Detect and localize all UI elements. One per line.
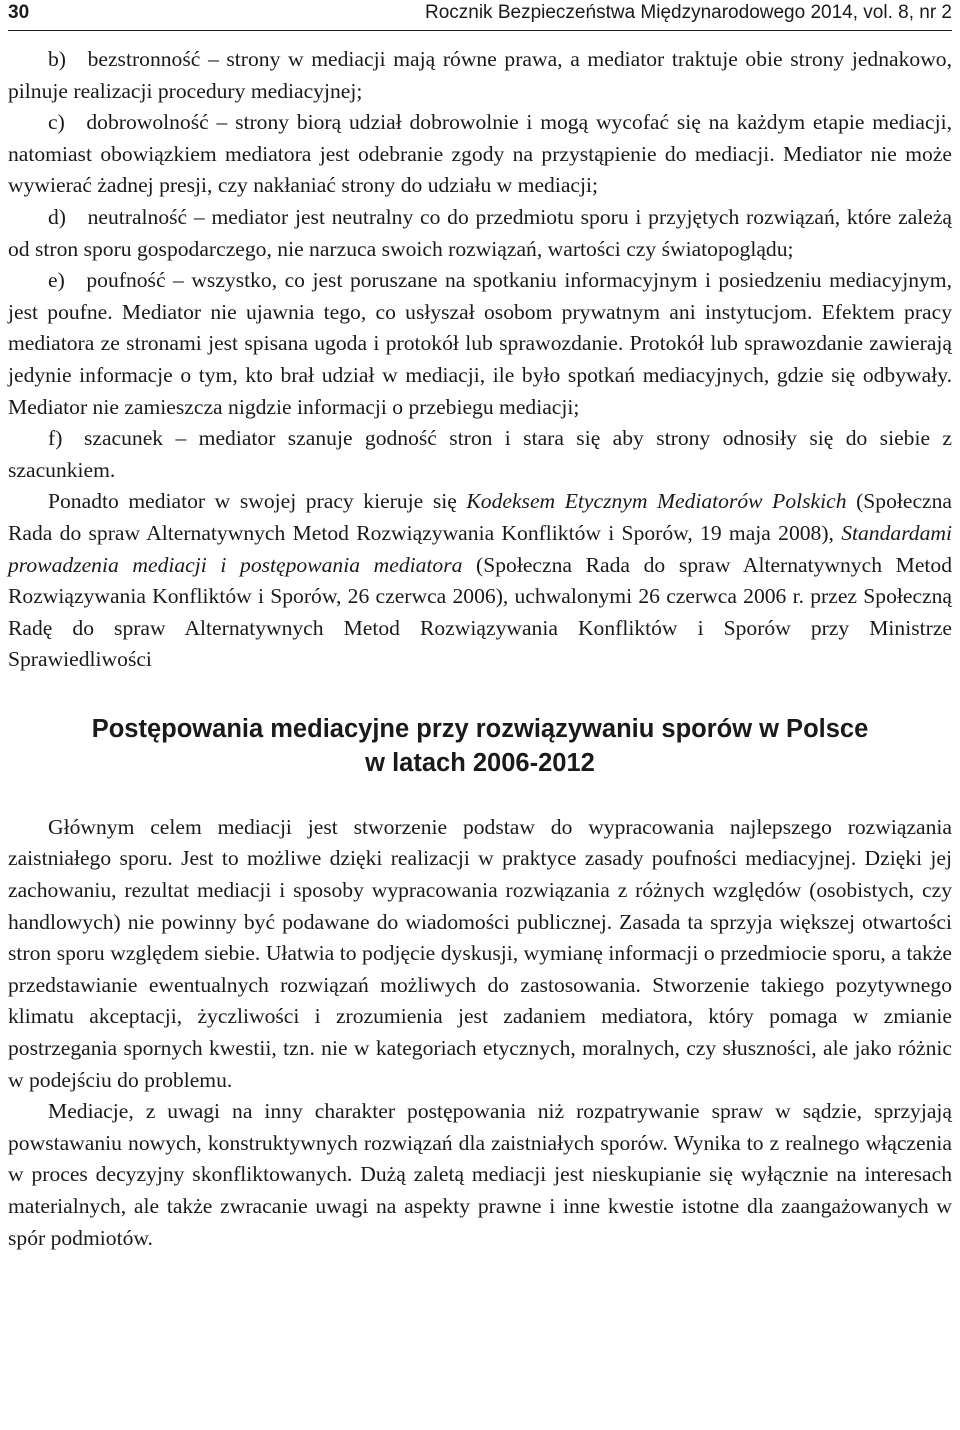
ponadto-text-1: Ponadto mediator w swojej pracy kieruje się bbox=[48, 489, 467, 514]
page-body bbox=[8, 44, 952, 1254]
ponadto-text-2: (Społeczna Rada do spraw Alternatywnych Metod Rozwiązywania Konfliktów i Sporów, 19 maja 2008), bbox=[8, 489, 953, 545]
section-heading-line-1: Postępowania mediacyjne przy rozwiązywaniu sporów w Polsce bbox=[91, 714, 869, 743]
ponadto-italic-title-1: Kodeksem Etycznym Mediatorów Polskich bbox=[466, 489, 847, 514]
page-header bbox=[8, 0, 952, 31]
list-item-b: b) bezstronność – strony w mediacji mają równe prawa, a mediator traktuje obie strony jednakowo, pilnuje realizacji procedury mediacyjnej; bbox=[8, 47, 952, 103]
paragraph-ponadto bbox=[8, 486, 952, 676]
ponadto-text-3: (Społeczna Rada do spraw Alternatywnych Metod Rozwiązywania Konfliktów i Sporów, 26 czerwca 2006), uchwalonymi 26 czerwca 2006 r. przez Społeczną Radę do spraw Alternatywnych Metod Rozwiązywania Konfliktów i Sporów przy Ministrze Sprawiedliwości bbox=[8, 552, 952, 672]
paragraph-glownym-celem: Głównym celem mediacji jest stworzenie podstaw do wypracowania najlepszego rozwiązania zaistniałego sporu. Jest to możliwe dzięki realizacji w praktyce zasady poufności mediacyjnej. Dzięki jej zachowaniu, rezultat mediacji i sposoby wypracowania rozwiązania z różnych względów (osobistych, czy handlowych) nie powinny być podawane do wiadomości publicznej. Zasada ta sprzyja większej otwartości stron sporu względem siebie. Ułatwia to podjęcie dyskusji, wymianę informacji o przedmiocie sporu, a także przedstawianie ewentualnych rozwiązań możliwych do zastosowania. Stworzenie takiego pozytywnego klimatu akceptacji, życzliwości i zrozumienia jest zadaniem mediatora, który pomaga w zmianie postrzegania spornych kwestii, tzn. nie w kategoriach etycznych, moralnych, czy słuszności, ale jako różnic w podejściu do problemu. bbox=[8, 814, 952, 1092]
list-item-f: f) szacunek – mediator szanuje godność stron i stara się aby strony odnosiły się do siebie z szacunkiem. bbox=[8, 426, 952, 482]
page-number: 30 bbox=[8, 2, 30, 23]
section-heading-line-2: w latach 2006-2012 bbox=[365, 748, 595, 777]
list-item-c: c) dobrowolność – strony biorą udział dobrowolnie i mogą wycofać się na każdym etapie mediacji, natomiast obowiązkiem mediatora jest odebranie zgody na przystąpienie do mediacji. Mediator nie może wywierać żadnej presji, czy nakłaniać strony do udziału w mediacji; bbox=[8, 110, 952, 198]
running-title: Rocznik Bezpieczeństwa Międzynarodowego 2014, vol. 8, nr 2 bbox=[424, 2, 952, 23]
section-heading bbox=[8, 712, 952, 780]
ponadto-italic-title-2: Standardami prowadzenia mediacji i postępowania mediatora bbox=[8, 520, 952, 577]
list-item-d: d) neutralność – mediator jest neutralny co do przedmiotu sporu i przyjętych rozwiązań, które zależą od stron sporu gospodarczego, nie narzuca swoich rozwiązań, wartości czy światopoglądu; bbox=[8, 204, 952, 261]
paragraph-mediacje: Mediacje, z uwagi na inny charakter postępowania niż rozpatrywanie spraw w sądzie, sprzyjają powstawaniu nowych, konstruktywnych rozwiązań dla zaistniałych sporów. Wynika to z realnego włączenia w proces decyzyjny skonfliktowanych. Dużą zaletą mediacji jest nieskupianie się wyłącznie na interesach materialnych, ale także zwracanie uwagi na aspekty prawne i inne kwestie istotne dla zaangażowanych w spór podmiotów. bbox=[8, 1099, 952, 1250]
list-item-e: e) poufność – wszystko, co jest poruszane na spotkaniu informacyjnym i posiedzeniu mediacyjnym, jest poufne. Mediator nie ujawnia tego, co usłyszał osobom prywatnym ani instytucjom. Efektem pracy mediatora ze stronami jest spisana ugoda i protokół lub sprawozdanie. Protokół lub sprawozdanie zawierają jedynie informacje o tym, kto brał udział w mediacji, ile było spotkań mediacyjnych, gdzie się odbywały. Mediator nie zamieszcza nigdzie informacji o przebiegu mediacji; bbox=[8, 268, 952, 419]
